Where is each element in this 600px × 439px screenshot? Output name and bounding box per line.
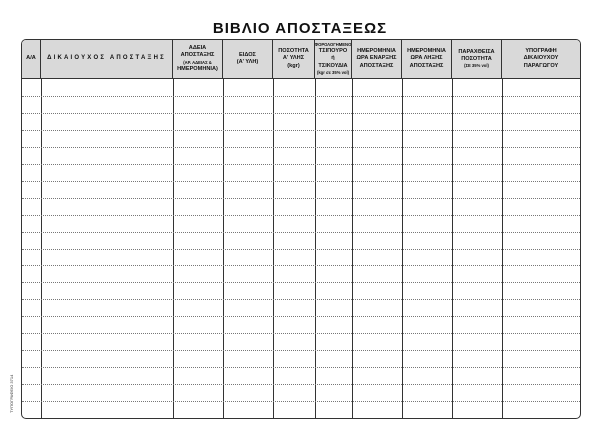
header-cell-produced-quantity	[452, 40, 502, 78]
header-text-line: ΦΟΡΟΛΟΓΗΜΕΝΟ	[314, 42, 352, 48]
table-row	[22, 316, 580, 317]
table-row	[22, 113, 580, 114]
header-text-line: (ΑΡ. ΑΔΕΙΑΣ &	[183, 59, 212, 65]
header-text-line: (kgr σε 35% vol)	[316, 69, 350, 75]
table-row	[22, 333, 580, 334]
header-text-line: ΔΙΚΑΙΟΥΧΟΥ	[523, 55, 559, 62]
printer-code: ΤΥΠΟΓΡΑΦΕΙΟ 3714	[9, 374, 14, 413]
header-text-line: ΑΠΟΣΤΑΞΗΣ	[180, 52, 215, 59]
header-text-line: ΔΙΚΑΙΟΥΧΟΣ ΑΠΟΣΤΑΞΗΣ	[47, 55, 166, 62]
header-text-line: ΑΠΟΣΤΑΞΗΣ	[359, 62, 394, 69]
header-cell-signature	[502, 40, 580, 78]
header-cell-taxed-product	[315, 40, 352, 78]
header-text-line: Α/Α	[26, 55, 36, 62]
table-header	[22, 40, 580, 79]
header-text-line: Α' ΥΛΗΣ	[282, 55, 305, 62]
table-body	[22, 79, 580, 418]
header-cell-end-datetime	[402, 40, 452, 78]
table-row	[22, 384, 580, 385]
table-row	[22, 401, 580, 402]
header-text-line: ή	[331, 55, 335, 62]
header-text-line: ΑΔΕΙΑ	[188, 45, 207, 52]
header-text-line: (Α' ΥΛΗ)	[236, 59, 259, 65]
table-row	[22, 147, 580, 148]
header-text-line: ΠΑΡΑΓΩΓΟΥ	[523, 62, 559, 69]
header-text-line: ΩΡΑ ΕΝΑΡΞΗΣ	[356, 55, 397, 62]
header-text-line: ΥΠΟΓΡΑΦΗ	[525, 48, 557, 55]
header-text-line: ΑΠΟΣΤΑΞΗΣ	[409, 62, 444, 69]
header-text-line: (kgr)	[287, 62, 300, 69]
table-row	[22, 367, 580, 368]
header-text-line: ΩΡΑ ΛΗΞΗΣ	[410, 55, 443, 62]
table-row	[22, 232, 580, 233]
header-text-line: ΠΟΣΟΤΗΤΑ	[278, 48, 309, 55]
header-text-line: ΗΜΕΡΟΜΗΝΙΑ)	[177, 65, 218, 72]
header-cell-start-datetime	[352, 40, 402, 78]
header-text-line: ΠΑΡΑΧΘΕΙΣΑ	[458, 48, 495, 55]
table-row	[22, 299, 580, 300]
header-cell-aa	[22, 40, 41, 78]
ledger-form	[21, 39, 581, 419]
table-row	[22, 265, 580, 266]
header-text-line: ΕΙΔΟΣ	[239, 51, 256, 58]
header-text-line: (ΣΕ 35% vol)	[464, 63, 489, 69]
header-text-line: ΗΜΕΡΟΜΗΝΙΑ	[357, 48, 396, 55]
table-row	[22, 96, 580, 97]
header-text-line: ΗΜΕΡΟΜΗΝΙΑ	[407, 48, 446, 55]
form-title: ΒΙΒΛΙΟ ΑΠΟΣΤΑΞΕΩΣ	[212, 20, 388, 37]
header-cell-raw-quantity	[273, 40, 315, 78]
header-cell-type	[223, 40, 273, 78]
table-row	[22, 198, 580, 199]
table-row	[22, 181, 580, 182]
header-cell-license	[173, 40, 223, 78]
table-row	[22, 215, 580, 216]
table-row	[22, 249, 580, 250]
header-text-line: ΠΟΣΟΤΗΤΑ	[461, 56, 492, 62]
table-row	[22, 164, 580, 165]
header-text-line: ΤΣΙΚΟΥΔΙΑ	[318, 62, 348, 69]
table-row	[22, 130, 580, 131]
header-text-line: ΤΣΙΠΟΥΡΟ	[318, 48, 348, 55]
header-cell-beneficiary	[41, 40, 173, 78]
table-row	[22, 282, 580, 283]
table-row	[22, 350, 580, 351]
